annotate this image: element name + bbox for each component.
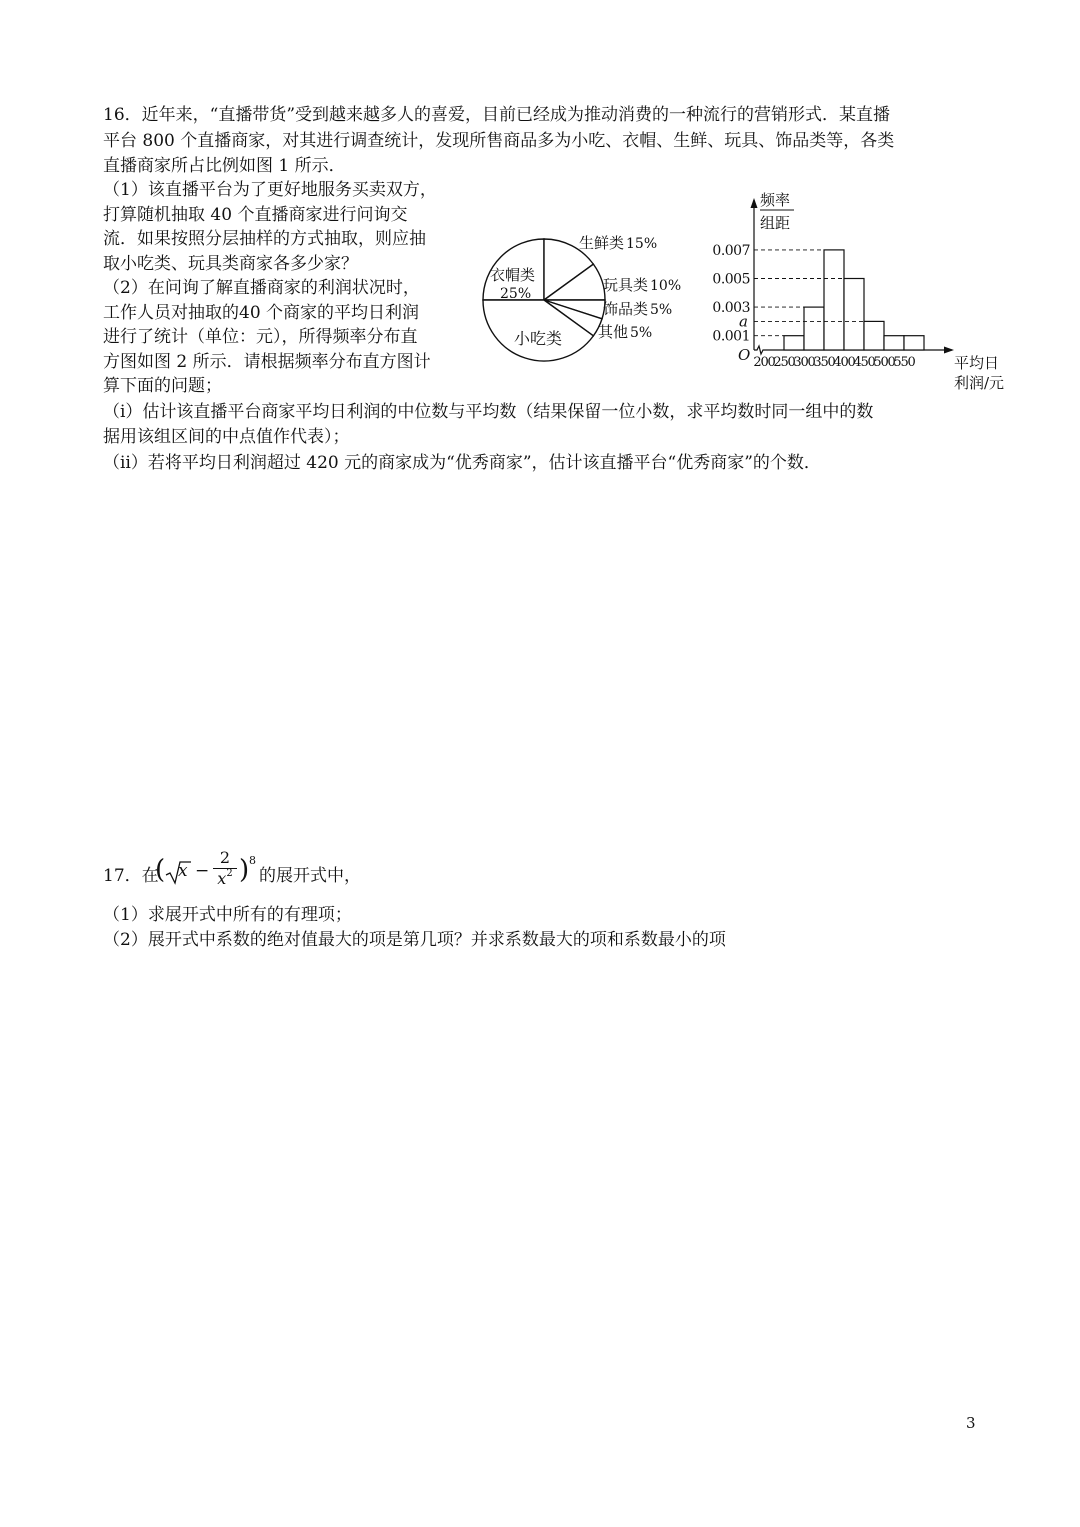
histogram-bar-2 (804, 307, 824, 350)
pie-chart (476, 226, 712, 376)
q16-intro-line-3: 直播商家所占比例如图 1 所示． (103, 156, 346, 176)
pie-pct-qita: 5% (630, 325, 653, 341)
paren-open: ( (155, 855, 166, 885)
y-axis-arrow (751, 198, 758, 208)
pie-label-wanju: 玩具类 (603, 276, 649, 294)
histogram-bar-4 (844, 279, 864, 351)
y-tick-a: a (739, 312, 748, 331)
x-title-line1: 平均日 (954, 354, 1000, 372)
pie-label-shengxian: 生鲜类 (579, 234, 625, 252)
x-title-line2: 利润/元 (954, 374, 1005, 392)
pie-label-shipin: 饰品类 (603, 300, 649, 318)
q16-part1-line: 打算随机抽取 40 个直播商家进行问询交 (103, 204, 408, 225)
q17-part2: （2）展开式中系数的绝对值最大的项是第几项？并求系数最大的项和系数最小的项 (103, 930, 726, 950)
q16-part1-line: 取小吃类、玩具类商家各多少家？ (103, 253, 358, 274)
q17-suffix: 的展开式中， (259, 866, 361, 886)
q16-part1-line: 流．如果按照分层抽样的方式抽取，则应抽 (103, 229, 426, 249)
y-title-bottom: 组距 (760, 214, 791, 232)
x-tick-label: 400 (833, 355, 855, 370)
q16-part2-line: 工作人员对抽取的40 个商家的平均日利润 (103, 302, 420, 323)
x-tick-label: 550 (893, 355, 915, 370)
x-tick-label: 200 (753, 355, 775, 370)
q16-intro-line-2: 平台 800 个直播商家，对其进行调查统计，发现所售商品多为小吃、衣帽、生鲜、玩具、饰品类等，各类 (103, 131, 895, 151)
histogram-bar-6 (884, 336, 904, 350)
pie-label-qita: 其他 (598, 323, 629, 341)
x-tick-label: 250 (773, 355, 795, 370)
q16-sub-i-line-2: 据用该组区间的中点值作代表）； (103, 427, 350, 447)
q16-part1 (103, 178, 465, 276)
x-tick-label: 450 (853, 355, 875, 370)
histogram-bar-1 (784, 336, 804, 350)
q16-sub-ii: （ⅱ）若将平均日利润超过 420 元的商家成为“优秀商家”，估计该直播平台“优秀商家”的个数． (103, 453, 821, 473)
q16-intro-line-1: 16．近年来，“直播带货”受到越来越多人的喜爱，目前已经成为推动消费的一种流行的营销形式．某直播 (103, 105, 891, 125)
q16-part2 (103, 276, 465, 399)
y-tick-label: 0.007 (712, 242, 750, 259)
pie-pct-wanju: 10% (650, 278, 682, 294)
histogram-bar-7 (904, 336, 924, 350)
q16-part2-line: 进行了统计（单位：元），所得频率分布直 (103, 327, 418, 347)
page-number: 3 (966, 1414, 976, 1432)
q17-part1: （1）求展开式中所有的有理项； (103, 905, 352, 925)
q16-part2-line: （2）在问询了解直播商家的利润状况时， (103, 278, 420, 298)
x-tick-label: 300 (793, 355, 815, 370)
pie-label-xiaochi: 小吃类 (514, 329, 563, 348)
q16-sub-i-line-1: （ⅰ）估计该直播平台商家平均日利润的中位数与平均数（结果保留一位小数，求平均数时同一组中的数 (103, 402, 874, 422)
x-tick-label: 350 (813, 355, 835, 370)
q16-part2-line: 方图如图 2 所示．请根据频率分布直方图计 (103, 351, 431, 372)
pie-pct-shengxian: 15% (626, 236, 658, 252)
histogram-bar-3 (824, 250, 844, 350)
minus-sign: − (195, 861, 210, 881)
denominator-exponent: 2 (226, 868, 233, 879)
x-tick-label: 500 (873, 355, 895, 370)
y-tick-label: 0.003 (712, 300, 750, 317)
y-tick-label: 0.001 (712, 328, 750, 345)
pie-label-yimao: 衣帽类 (490, 266, 536, 284)
frac-numerator: 2 (219, 848, 231, 867)
q16-part2-line: 算下面的问题； (103, 376, 222, 396)
y-title-top: 频率 (760, 191, 791, 209)
pie-pct-yimao: 25% (500, 286, 532, 302)
exponent: 8 (249, 854, 256, 867)
q16-part1-line: （1）该直播平台为了更好地服务买卖双方， (103, 180, 437, 200)
paren-close: ) (239, 855, 250, 885)
fraction (213, 848, 237, 892)
sqrt-var: x (178, 861, 188, 881)
y-tick-label: 0.005 (712, 271, 750, 288)
histogram-bar-5 (864, 321, 884, 350)
q17-prefix: 17．在 (103, 866, 159, 886)
x-axis-arrow (944, 347, 954, 354)
pie-pct-shipin: 5% (650, 302, 673, 318)
frac-denominator: x (217, 869, 227, 888)
origin-label: O (738, 346, 751, 364)
histogram-chart (702, 186, 1018, 396)
